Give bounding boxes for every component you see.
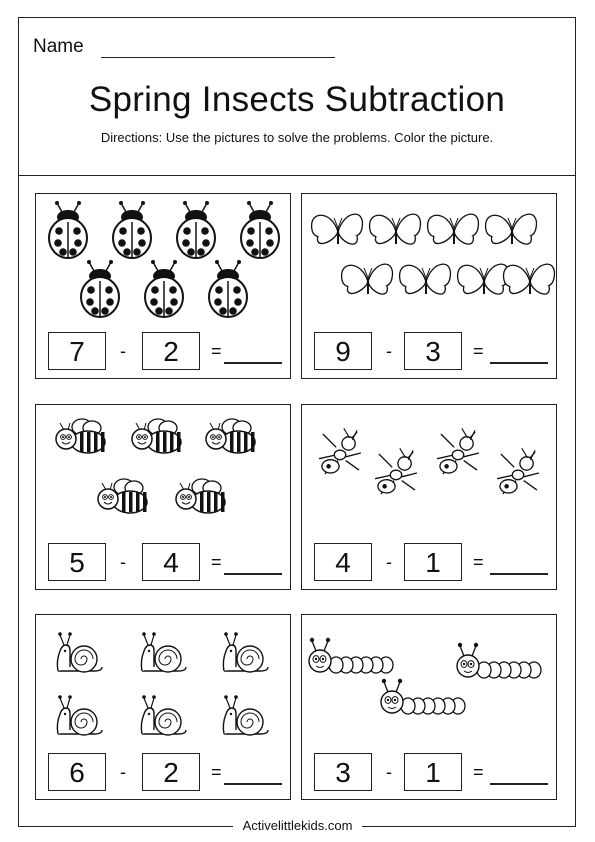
equation: [44, 543, 284, 583]
minus-sign: -: [386, 762, 392, 782]
equals-sign: =: [211, 341, 222, 361]
caterpillar-icon: [381, 679, 465, 714]
worksheet-header: [19, 18, 575, 176]
bee-icon: [206, 419, 255, 453]
minus-sign: -: [120, 762, 126, 782]
equals-sign: =: [473, 552, 484, 572]
answer-blank[interactable]: [224, 783, 282, 785]
footer-site: Activelittlekids.com: [233, 818, 363, 833]
snail-icon: [141, 695, 186, 735]
caterpillar-icon: [309, 638, 393, 673]
footer: [0, 818, 595, 834]
subtrahend-box: 1: [404, 753, 462, 791]
butterfly-icon: [458, 264, 509, 294]
ladybug-icon: [241, 201, 279, 258]
equals-sign: =: [473, 341, 484, 361]
ladybug-icon: [113, 201, 151, 258]
subtrahend-box: 2: [142, 753, 200, 791]
butterfly-icon: [370, 214, 421, 244]
ladybug-icon: [209, 260, 247, 317]
answer-blank[interactable]: [490, 573, 548, 575]
caterpillar-group: [302, 615, 558, 745]
butterfly-group: [302, 194, 558, 324]
bee-icon: [132, 419, 181, 453]
minuend-box: 3: [314, 753, 372, 791]
butterfly-icon: [312, 214, 363, 244]
butterfly-icon: [400, 264, 451, 294]
bee-group: [36, 405, 292, 535]
page-title: Spring Insects Subtraction: [88, 80, 506, 119]
name-line[interactable]: [101, 57, 335, 58]
problem-box-1: [35, 193, 291, 379]
butterfly-icon: [428, 214, 479, 244]
equation: [44, 332, 284, 372]
equals-sign: =: [211, 552, 222, 572]
bee-icon: [98, 479, 147, 513]
bee-icon: [176, 479, 225, 513]
minus-sign: -: [120, 341, 126, 361]
problem-box-2: [301, 193, 557, 379]
ant-icon: [497, 448, 539, 494]
butterfly-icon: [342, 264, 393, 294]
equals-sign: =: [473, 762, 484, 782]
ladybug-icon: [49, 201, 87, 258]
snail-icon: [223, 695, 268, 735]
ladybug-icon: [81, 260, 119, 317]
problem-box-3: [35, 404, 291, 590]
snail-icon: [57, 695, 102, 735]
answer-blank[interactable]: [224, 573, 282, 575]
answer-blank[interactable]: [490, 362, 548, 364]
problem-box-6: [301, 614, 557, 800]
answer-blank[interactable]: [490, 783, 548, 785]
ladybug-group: [36, 194, 292, 324]
minuend-box: 4: [314, 543, 372, 581]
equation: [44, 753, 284, 793]
ant-group: [302, 405, 558, 535]
snail-group: [36, 615, 292, 745]
ladybug-icon: [145, 260, 183, 317]
minuend-box: 5: [48, 543, 106, 581]
snail-icon: [57, 632, 102, 672]
equation: [310, 753, 550, 793]
snail-icon: [141, 632, 186, 672]
problem-box-4: [301, 404, 557, 590]
ant-icon: [375, 448, 417, 494]
subtrahend-box: 1: [404, 543, 462, 581]
minus-sign: -: [386, 552, 392, 572]
subtrahend-box: 2: [142, 332, 200, 370]
minuend-box: 6: [48, 753, 106, 791]
butterfly-icon: [504, 264, 555, 294]
butterfly-icon: [486, 214, 537, 244]
minus-sign: -: [120, 552, 126, 572]
subtrahend-box: 4: [142, 543, 200, 581]
bee-icon: [56, 419, 105, 453]
name-label: Name: [33, 36, 84, 57]
minus-sign: -: [386, 341, 392, 361]
directions-text: Directions: Use the pictures to solve the problems. Color the picture.: [100, 130, 494, 145]
minuend-box: 7: [48, 332, 106, 370]
answer-blank[interactable]: [224, 362, 282, 364]
ant-icon: [319, 428, 361, 474]
equation: [310, 332, 550, 372]
problem-box-5: [35, 614, 291, 800]
caterpillar-icon: [457, 643, 541, 678]
equation: [310, 543, 550, 583]
ladybug-icon: [177, 201, 215, 258]
ant-icon: [437, 428, 479, 474]
snail-icon: [223, 632, 268, 672]
equals-sign: =: [211, 762, 222, 782]
minuend-box: 9: [314, 332, 372, 370]
subtrahend-box: 3: [404, 332, 462, 370]
